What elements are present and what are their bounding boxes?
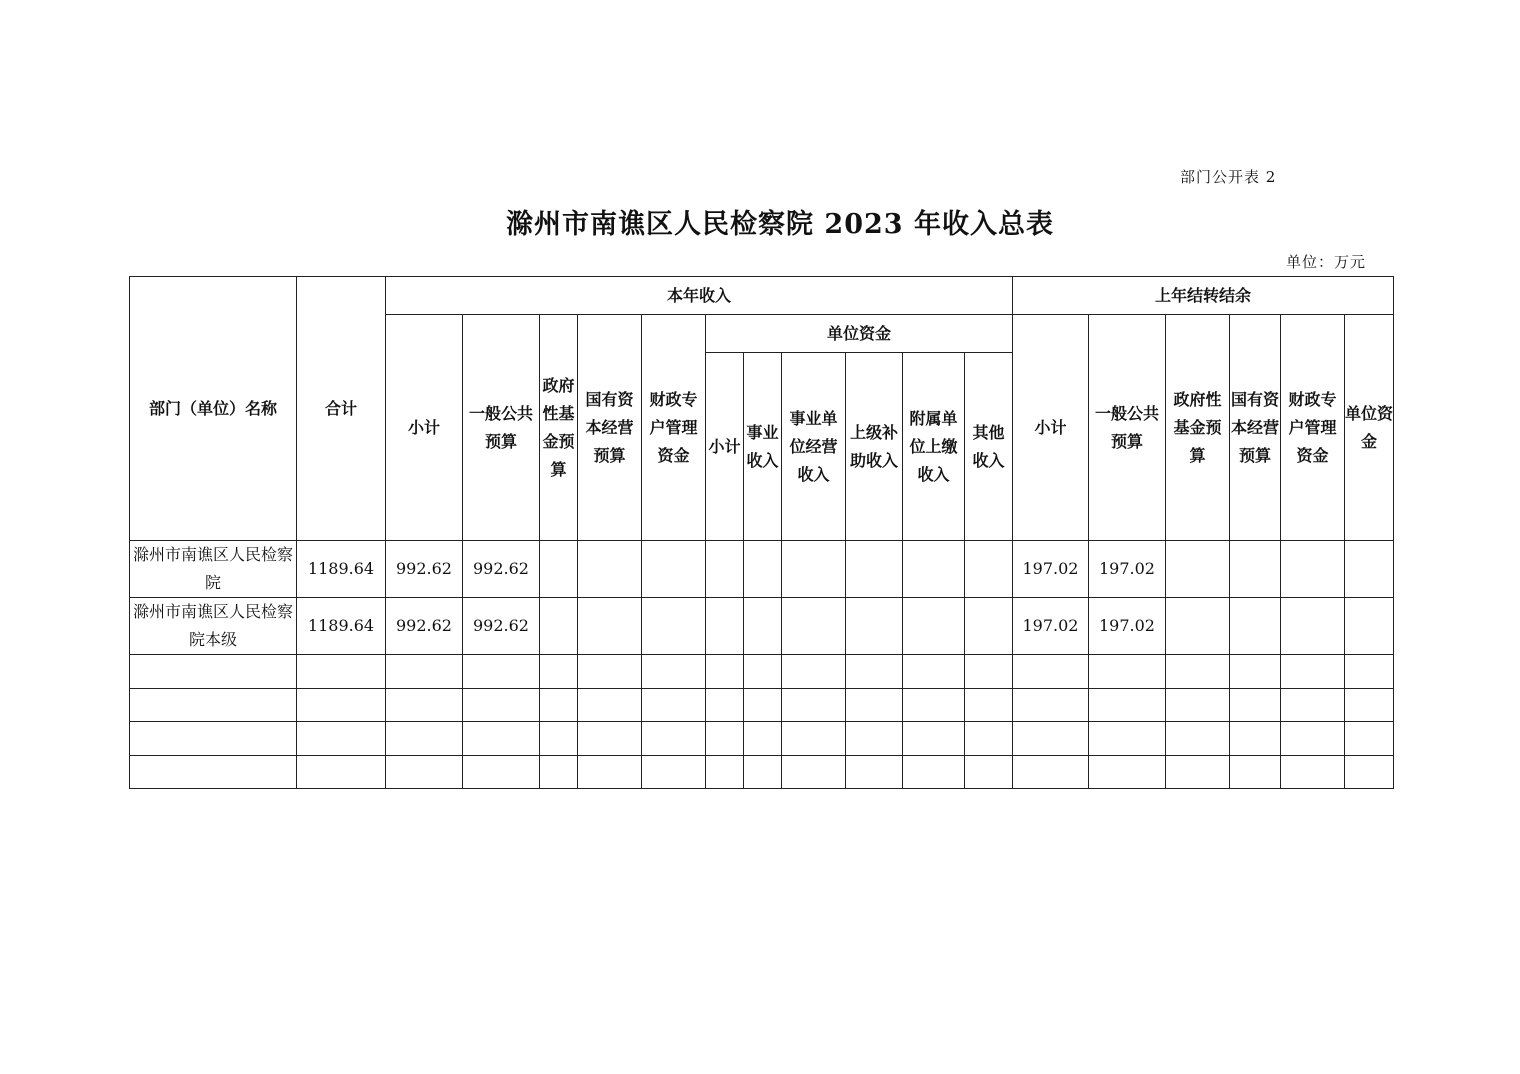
header-cy-gov-fund: 政府性基金预算 bbox=[540, 315, 578, 541]
header-uf-business-operating: 事业单位经营收入 bbox=[782, 353, 846, 541]
header-prior-year: 上年结转结余 bbox=[1013, 277, 1394, 315]
header-py-unit-funds: 单位资金 bbox=[1345, 315, 1394, 541]
header-total: 合计 bbox=[297, 277, 386, 541]
header-uf-business-income: 事业收入 bbox=[744, 353, 782, 541]
row-cy-general: 992.62 bbox=[463, 541, 540, 598]
header-current-year: 本年收入 bbox=[386, 277, 1013, 315]
income-summary-table bbox=[129, 276, 1394, 789]
row-py-general: 197.02 bbox=[1089, 598, 1166, 655]
header-dept-name: 部门（单位）名称 bbox=[130, 277, 297, 541]
table-row bbox=[130, 598, 1394, 655]
header-cy-state-capital: 国有资本经营预算 bbox=[578, 315, 642, 541]
header-uf-subtotal: 小计 bbox=[706, 353, 744, 541]
header-py-state-capital: 国有资本经营预算 bbox=[1230, 315, 1281, 541]
row-cy-subtotal: 992.62 bbox=[386, 598, 463, 655]
header-uf-higher-subsidy: 上级补助收入 bbox=[846, 353, 903, 541]
header-cy-general-budget: 一般公共预算 bbox=[463, 315, 540, 541]
row-dept-name: 滁州市南谯区人民检察院本级 bbox=[130, 598, 297, 655]
empty-row bbox=[130, 655, 1394, 689]
header-py-gov-fund: 政府性基金预算 bbox=[1166, 315, 1230, 541]
unit-label: 单位：万元 bbox=[1286, 253, 1367, 271]
row-total: 1189.64 bbox=[297, 541, 386, 598]
empty-row bbox=[130, 689, 1394, 722]
page-title: 滁州市南谯区人民检察院 2023 年收入总表 bbox=[506, 209, 1054, 240]
row-dept-name: 滁州市南谯区人民检察院 bbox=[130, 541, 297, 598]
row-cy-general: 992.62 bbox=[463, 598, 540, 655]
row-py-general: 197.02 bbox=[1089, 541, 1166, 598]
header-unit-funds: 单位资金 bbox=[706, 315, 1013, 353]
header-cy-subtotal: 小计 bbox=[386, 315, 463, 541]
header-uf-other: 其他收入 bbox=[965, 353, 1013, 541]
row-py-subtotal: 197.02 bbox=[1013, 598, 1089, 655]
row-py-subtotal: 197.02 bbox=[1013, 541, 1089, 598]
empty-row bbox=[130, 722, 1394, 756]
table-row bbox=[130, 541, 1394, 598]
empty-row bbox=[130, 756, 1394, 789]
header-cy-fiscal-special: 财政专户管理资金 bbox=[642, 315, 706, 541]
header-py-subtotal: 小计 bbox=[1013, 315, 1089, 541]
form-number: 部门公开表 2 bbox=[1180, 168, 1277, 186]
row-cy-subtotal: 992.62 bbox=[386, 541, 463, 598]
header-py-general-budget: 一般公共预算 bbox=[1089, 315, 1166, 541]
header-py-fiscal-special: 财政专户管理资金 bbox=[1281, 315, 1345, 541]
row-total: 1189.64 bbox=[297, 598, 386, 655]
header-uf-affiliated: 附属单位上缴收入 bbox=[903, 353, 965, 541]
